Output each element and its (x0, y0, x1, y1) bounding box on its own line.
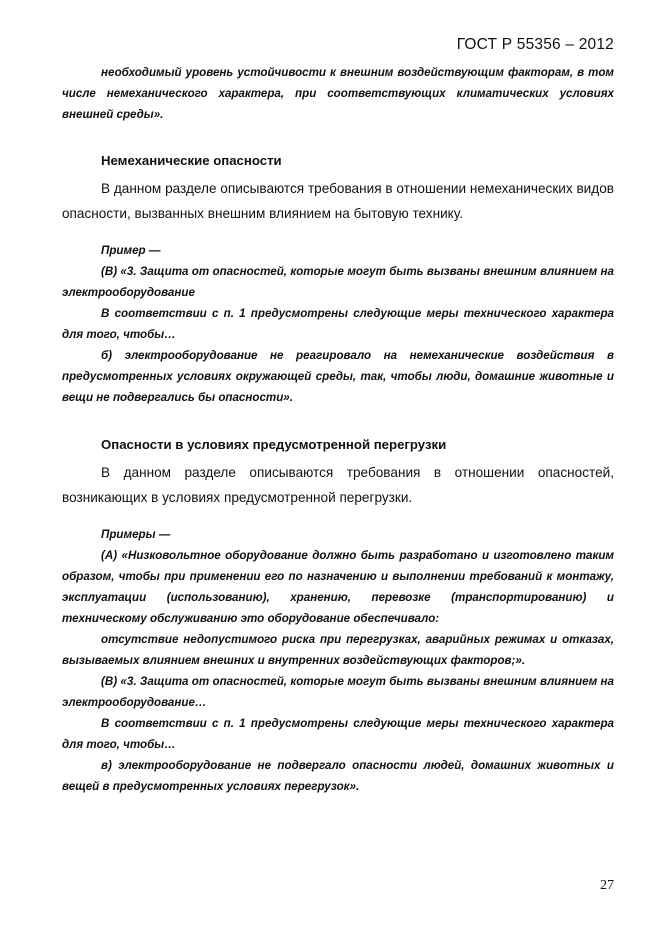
example-paragraph: (В) «3. Защита от опасностей, которые могут быть вызваны внешним влиянием на электрооборудование… (62, 675, 614, 709)
example-label: Примеры — (101, 528, 171, 541)
example-paragraph: в) электрооборудование не подвергало опасности людей, домашних животных и вещей в предусмотренных условиях перегрузок». (62, 759, 614, 793)
example-paragraph: (В) «3. Защита от опасностей, которые могут быть вызваны внешним влиянием на электрооборудование (62, 265, 614, 299)
section-body: В данном разделе описываются требования в отношении немеханических видов опасности, вызванных внешним влиянием на бытовую технику. (62, 181, 614, 221)
page-number: 27 (600, 878, 614, 893)
section-nonmechanical (62, 151, 614, 226)
standard-header: ГОСТ Р 55356 – 2012 (456, 36, 614, 53)
example-block-2 (62, 524, 614, 797)
intro-paragraph: необходимый уровень устойчивости к внешним воздействующим факторам, в том числе немеханического характера, при соответствующих климатических условиях внешней среды». (62, 66, 614, 121)
example-label: Пример — (101, 244, 161, 257)
section-overload (62, 435, 614, 510)
example-paragraph: В соответствии с п. 1 предусмотрены следующие меры технического характера для того, чтобы… (62, 307, 614, 341)
example-paragraph: В соответствии с п. 1 предусмотрены следующие меры технического характера для того, чтобы… (62, 717, 614, 751)
example-block-1 (62, 240, 614, 408)
section-body: В данном разделе описываются требования в отношении опасностей, возникающих в условиях предусмотренной перегрузки. (62, 465, 614, 505)
example-paragraph: отсутствие недопустимого риска при перегрузках, аварийных режимах и отказах, вызываемых влиянием внешних и внутренних воздействующих факторов;». (62, 633, 614, 667)
section-heading: Опасности в условиях предусмотренной перегрузки (101, 437, 447, 452)
example-paragraph: б) электрооборудование не реагировало на немеханические воздействия в предусмотренных условиях окружающей среды, так, чтобы люди, домашние животные и вещи не подвергались бы опасности». (62, 349, 614, 404)
intro-block (62, 62, 614, 125)
example-paragraph: (А) «Низковольтное оборудование должно быть разработано и изготовлено таким образом, чтобы при применении его по назначению и выполнении требований к монтажу, эксплуатации (использованию), хранению, перевозке (транспортированию) и техническому обслуживанию это оборудование обеспечивало: (62, 549, 614, 625)
section-heading: Немеханические опасности (101, 153, 282, 168)
